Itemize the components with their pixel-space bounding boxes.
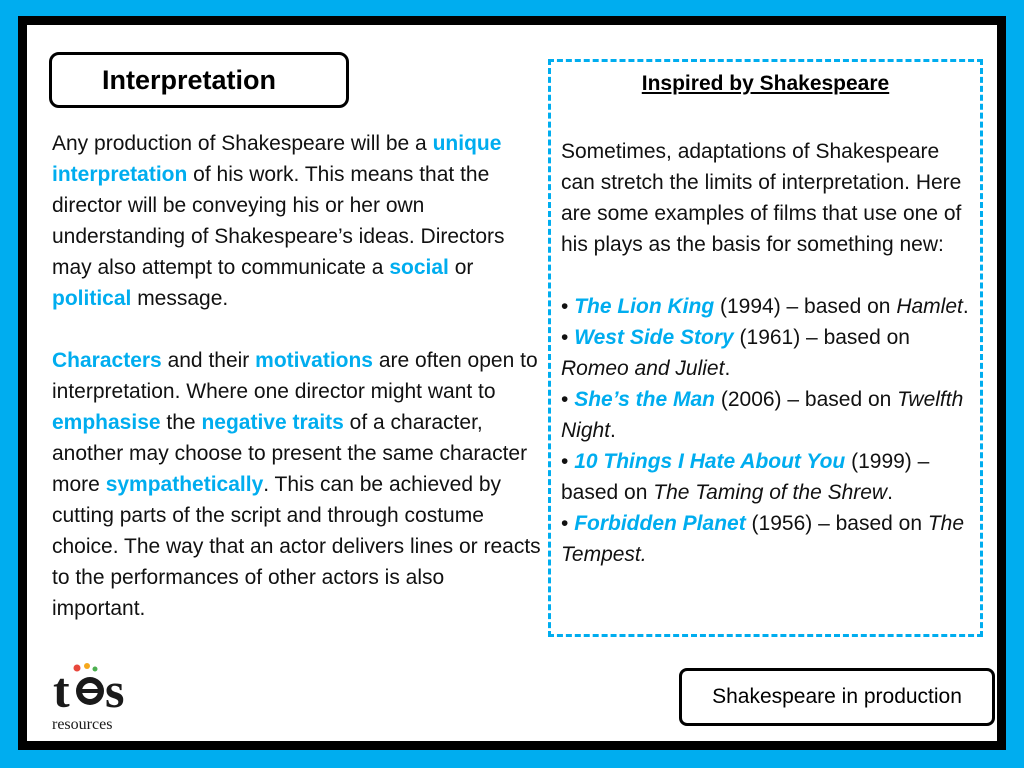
svg-text:t: t	[53, 662, 68, 718]
film-info: (1999) – based on	[561, 450, 930, 504]
inspired-intro: Sometimes, adaptations of Shakespeare can stretch the limits of interpretation. Here are some examples of films that use one of his plays as the basis for something new:	[561, 140, 962, 256]
text: .	[962, 295, 969, 318]
highlight-sympathetically: sympathetically	[105, 473, 264, 496]
film-item	[561, 322, 976, 384]
film-item	[561, 446, 976, 508]
footer-topic-label	[679, 668, 995, 726]
text: .	[610, 419, 616, 442]
bullet: •	[561, 326, 575, 349]
film-item	[561, 291, 976, 322]
interpretation-body	[52, 128, 542, 655]
highlight-unique-interpretation: unique interpretation	[52, 132, 502, 186]
film-info: (1956) – based on	[745, 512, 928, 535]
tes-resources-logo	[49, 659, 149, 739]
film-title: West Side Story	[574, 326, 734, 349]
text: are often open to interpretation. Where one director might want to	[52, 349, 538, 403]
film-info: (1961) – based on	[733, 326, 910, 349]
inspired-box	[548, 59, 983, 637]
film-title: 10 Things I Hate About You	[574, 450, 846, 473]
paragraph-2	[52, 345, 542, 624]
film-item	[561, 508, 976, 570]
film-item	[561, 384, 976, 446]
text: Any production of Shakespeare will be a	[52, 132, 433, 155]
film-info: (2006) – based on	[715, 388, 898, 411]
page-title-label: Interpretation	[102, 64, 277, 95]
bullet: •	[561, 295, 575, 318]
text: and their	[161, 349, 256, 372]
slide-content	[27, 25, 997, 741]
paragraph-1	[52, 128, 542, 314]
tes-logo-icon	[49, 659, 149, 739]
play-title: Twelfth Night	[561, 388, 964, 442]
highlight-motivations: motivations	[255, 349, 373, 372]
highlight-social: social	[389, 256, 449, 279]
page-title	[49, 52, 349, 108]
play-title: The Tempest.	[561, 512, 965, 566]
text: of his work. This means that the director will be conveying his or her own understanding of Shakespeare’s ideas. Directors may also attempt to communicate a	[52, 163, 505, 279]
slide-frame	[18, 16, 1006, 750]
highlight-political: political	[52, 287, 132, 310]
highlight-emphasise: emphasise	[52, 411, 161, 434]
highlight-characters: Characters	[52, 349, 162, 372]
bullet: •	[561, 388, 575, 411]
inspired-body	[561, 136, 976, 570]
text: the	[160, 411, 202, 434]
film-info: (1994) – based on	[714, 295, 897, 318]
bullet: •	[561, 512, 575, 535]
play-title: Hamlet	[896, 295, 963, 318]
film-title: The Lion King	[574, 295, 715, 318]
svg-text:s: s	[105, 662, 125, 718]
highlight-negative-traits: negative traits	[201, 411, 344, 434]
film-title: Forbidden Planet	[574, 512, 746, 535]
text: . This can be achieved by cutting parts of the script and through costume choice. The way that an actor delivers lines or reacts to the performances of other actors is also important.	[52, 473, 541, 620]
logo-subtitle: resources	[52, 716, 113, 733]
film-title: She’s the Man	[574, 388, 716, 411]
text: message.	[131, 287, 229, 310]
inspired-title: Inspired by Shakespeare	[641, 72, 890, 95]
film-list	[561, 291, 976, 570]
play-title: The Taming of the Shrew	[653, 481, 888, 504]
footer-text: Shakespeare in production	[712, 685, 962, 708]
play-title: Romeo and Juliet	[561, 357, 725, 380]
text: or	[448, 256, 474, 279]
text: .	[724, 357, 731, 380]
bullet: •	[561, 450, 575, 473]
text: .	[887, 481, 893, 504]
text: of a character, another may choose to present the same character more	[52, 411, 528, 496]
